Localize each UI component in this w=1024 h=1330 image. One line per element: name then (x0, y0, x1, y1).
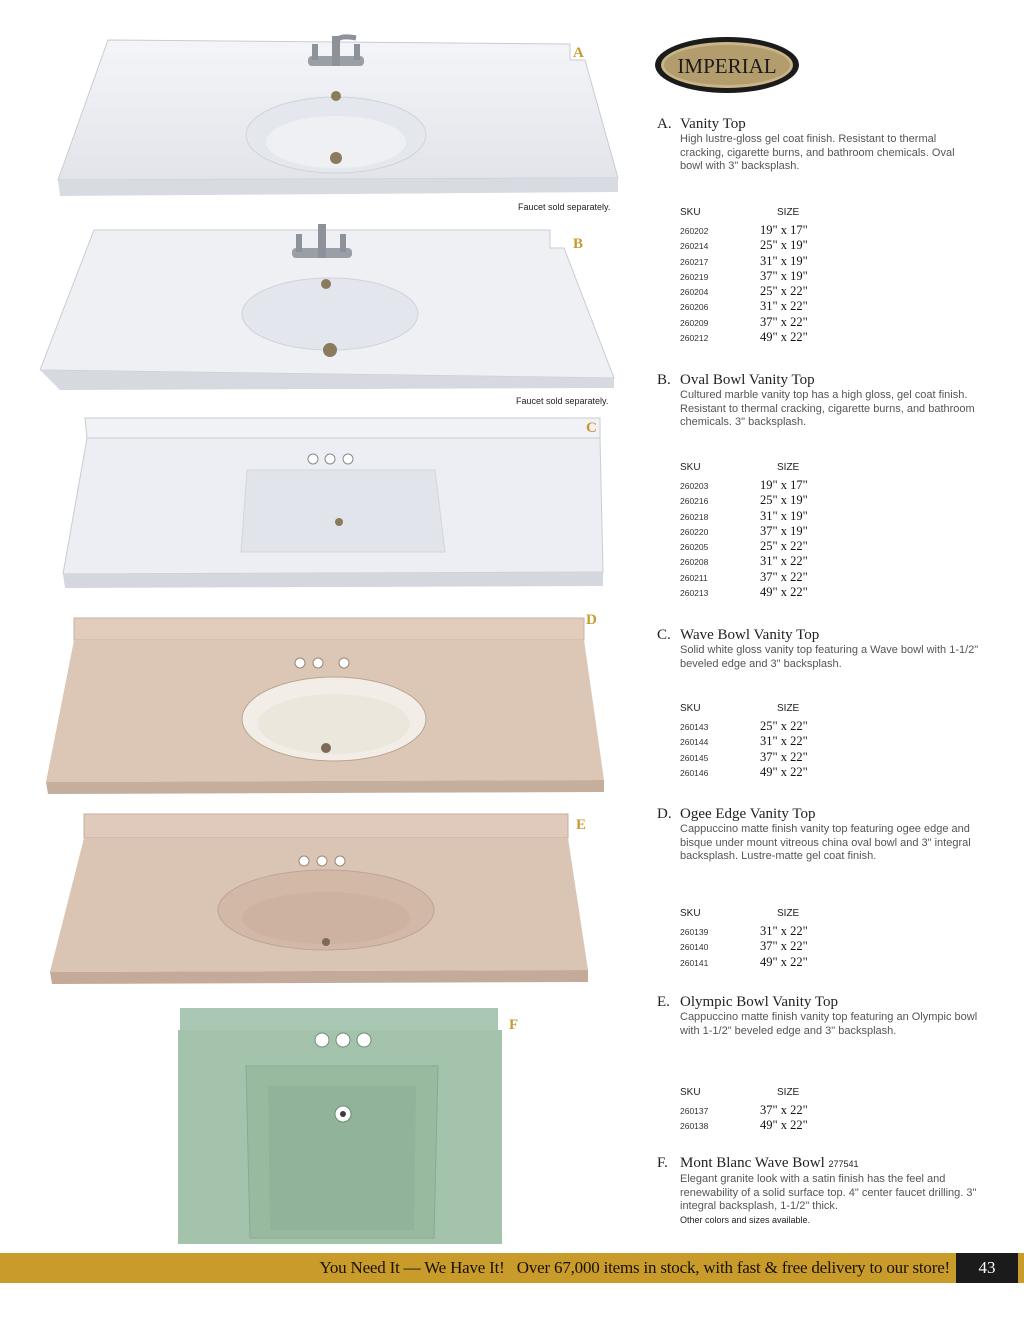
sku-size: 49" x 22" (760, 1118, 808, 1133)
sku-code: 260143 (680, 722, 709, 732)
vanity-top-e-image (48, 808, 608, 988)
product-b (657, 372, 997, 430)
sku-row (680, 524, 840, 539)
product-d-title: D. Ogee Edge Vanity Top (657, 806, 816, 822)
product-e-title: E. Olympic Bowl Vanity Top (657, 994, 838, 1010)
image-letter-d: D (586, 612, 597, 628)
sku-row (680, 585, 840, 600)
sku-row (680, 750, 840, 765)
sku-row (680, 955, 840, 970)
sku-row (680, 765, 840, 780)
sku-code: 260138 (680, 1121, 709, 1132)
sku-size: 25" x 19" (760, 238, 808, 253)
product-b-title: B. Oval Bowl Vanity Top (657, 372, 815, 388)
sku-code: 260206 (680, 302, 709, 313)
sku-size: 37" x 22" (760, 569, 808, 584)
sku-row (680, 719, 840, 734)
sku-row (680, 924, 840, 939)
sku-code: 260204 (680, 287, 709, 298)
sku-row (680, 939, 840, 954)
sku-size: 49" x 22" (760, 330, 808, 345)
sku-size: 37" x 19" (760, 268, 808, 283)
vanity-top-d-image (44, 612, 609, 797)
sku-table-header: SKU SIZE (680, 1087, 800, 1098)
product-a-sku-table (680, 207, 840, 345)
sku-code: 260214 (680, 241, 709, 252)
sku-code: 260139 (680, 927, 709, 937)
product-f-note: Other colors and sizes available. (680, 1214, 811, 1225)
sku-code: 260216 (680, 496, 709, 507)
sku-code: 260217 (680, 256, 709, 267)
sku-code: 260209 (680, 317, 709, 328)
product-a (657, 116, 997, 174)
vanity-top-b-image (40, 218, 630, 398)
sku-size: 25" x 19" (760, 493, 808, 508)
sku-code: 260141 (680, 957, 709, 968)
sku-code: 260144 (680, 737, 709, 748)
imperial-logo (654, 36, 800, 94)
sku-size: 49" x 22" (760, 764, 808, 779)
sku-code: 260208 (680, 557, 709, 568)
sku-row (680, 509, 840, 524)
sku-size: 49" x 22" (760, 954, 808, 969)
sku-row (680, 1118, 840, 1133)
product-c-description: Solid white gloss vanity top featuring a Wave bowl with 1-1/2" beveled edge and 3" backsplash. (680, 644, 979, 670)
sku-row (680, 223, 840, 238)
footer-tagline: You Need It — We Have It! Over 67,000 items in stock, with fast & free delivery to our store! (319, 1258, 950, 1277)
sku-size: 37" x 22" (760, 314, 808, 329)
sku-row (680, 1103, 840, 1118)
sku-row (680, 299, 840, 314)
mont-blanc-f-image (176, 1006, 506, 1246)
sku-row (680, 330, 840, 345)
sku-size: 25" x 22" (760, 719, 808, 733)
sku-row (680, 254, 840, 269)
sku-size: 31" x 22" (760, 554, 808, 569)
sku-code: 260220 (680, 526, 709, 537)
sku-size: 37" x 22" (760, 749, 808, 764)
product-c (657, 627, 997, 671)
sku-row (680, 570, 840, 585)
sku-row (680, 478, 840, 493)
sku-row (680, 734, 840, 749)
sku-code: 260212 (680, 333, 709, 344)
sku-code: 260140 (680, 942, 709, 953)
product-b-sku-table (680, 462, 840, 600)
sku-code: 260213 (680, 588, 709, 599)
image-letter-b: B (573, 236, 584, 252)
sku-size: 31" x 19" (760, 508, 808, 523)
sku-code: 260205 (680, 542, 709, 553)
sku-code: 260146 (680, 767, 709, 778)
sku-row (680, 554, 840, 569)
product-c-sku-table (680, 703, 840, 780)
product-d-description: Cappuccino matte finish vanity top featuring ogee edge and bisque under mount vitreous china oval bowl and 3" integral backsplash. Lustre-matte gel coat finish. (680, 823, 971, 862)
product-a-description: High lustre-gloss gel coat finish. Resistant to thermal cracking, cigarette burns, and bathroom chemicals. Oval bowl with 3" backsplash. (680, 133, 955, 172)
product-f-sku: 277541 (828, 1159, 859, 1169)
vanity-top-a-image (50, 30, 630, 205)
product-e (657, 994, 997, 1038)
product-f-description: Elegant granite look with a satin finish has the feel and renewability of a solid surface top. 4" center faucet drilling. 3" integral backsplash, 1-1/2" thick. (680, 1173, 977, 1212)
sku-row (680, 493, 840, 508)
sku-row (680, 284, 840, 299)
product-e-sku-table (680, 1087, 840, 1134)
image-letter-a: A (573, 45, 584, 61)
sku-size: 37" x 22" (760, 1103, 808, 1117)
sku-code: 260218 (680, 511, 709, 522)
sku-table-header: SKU SIZE (680, 462, 800, 473)
product-f (657, 1155, 997, 1225)
sku-code: 260211 (680, 572, 708, 583)
page-number: 43 (956, 1253, 1018, 1283)
product-d-sku-table (680, 908, 840, 970)
product-b-description: Cultured marble vanity top has a high gloss, gel coat finish. Resistant to thermal cracking, cigarette burns, and bathroom chemicals. 3" backsplash. (680, 389, 975, 428)
sku-code: 260137 (680, 1106, 709, 1116)
sku-size: 25" x 22" (760, 539, 808, 554)
logo-text: IMPERIAL (677, 54, 777, 78)
sku-row (680, 269, 840, 284)
sku-size: 19" x 17" (760, 478, 808, 492)
sku-size: 37" x 22" (760, 939, 808, 954)
sku-code: 260202 (680, 226, 709, 236)
product-f-title: F. Mont Blanc Wave Bowl 277541 (657, 1155, 859, 1171)
sku-size: 31" x 22" (760, 734, 808, 749)
sku-code: 260219 (680, 271, 709, 282)
vanity-top-c-image (55, 412, 615, 592)
sku-size: 25" x 22" (760, 284, 808, 299)
faucet-note-a: Faucet sold separately. (518, 202, 611, 212)
product-e-description: Cappuccino matte finish vanity top featuring an Olympic bowl with 1-1/2" beveled edge and 3" backsplash. (680, 1011, 978, 1037)
product-d (657, 806, 997, 864)
sku-code: 260145 (680, 752, 709, 763)
image-letter-e: E (576, 817, 587, 833)
sku-size: 49" x 22" (760, 585, 808, 600)
sku-size: 31" x 22" (760, 924, 808, 938)
product-c-title: C. Wave Bowl Vanity Top (657, 627, 820, 643)
sku-table-header: SKU SIZE (680, 207, 800, 218)
sku-table-header: SKU SIZE (680, 703, 800, 714)
image-letter-f: F (509, 1017, 519, 1033)
sku-size: 31" x 22" (760, 299, 808, 314)
image-letter-c: C (586, 420, 597, 436)
sku-row (680, 238, 840, 253)
sku-code: 260203 (680, 481, 709, 491)
sku-table-header: SKU SIZE (680, 908, 800, 919)
faucet-note-b: Faucet sold separately. (516, 396, 609, 406)
product-a-title: A. Vanity Top (657, 116, 746, 132)
sku-row (680, 315, 840, 330)
sku-row (680, 539, 840, 554)
sku-size: 19" x 17" (760, 223, 808, 237)
sku-size: 31" x 19" (760, 253, 808, 268)
sku-size: 37" x 19" (760, 523, 808, 538)
